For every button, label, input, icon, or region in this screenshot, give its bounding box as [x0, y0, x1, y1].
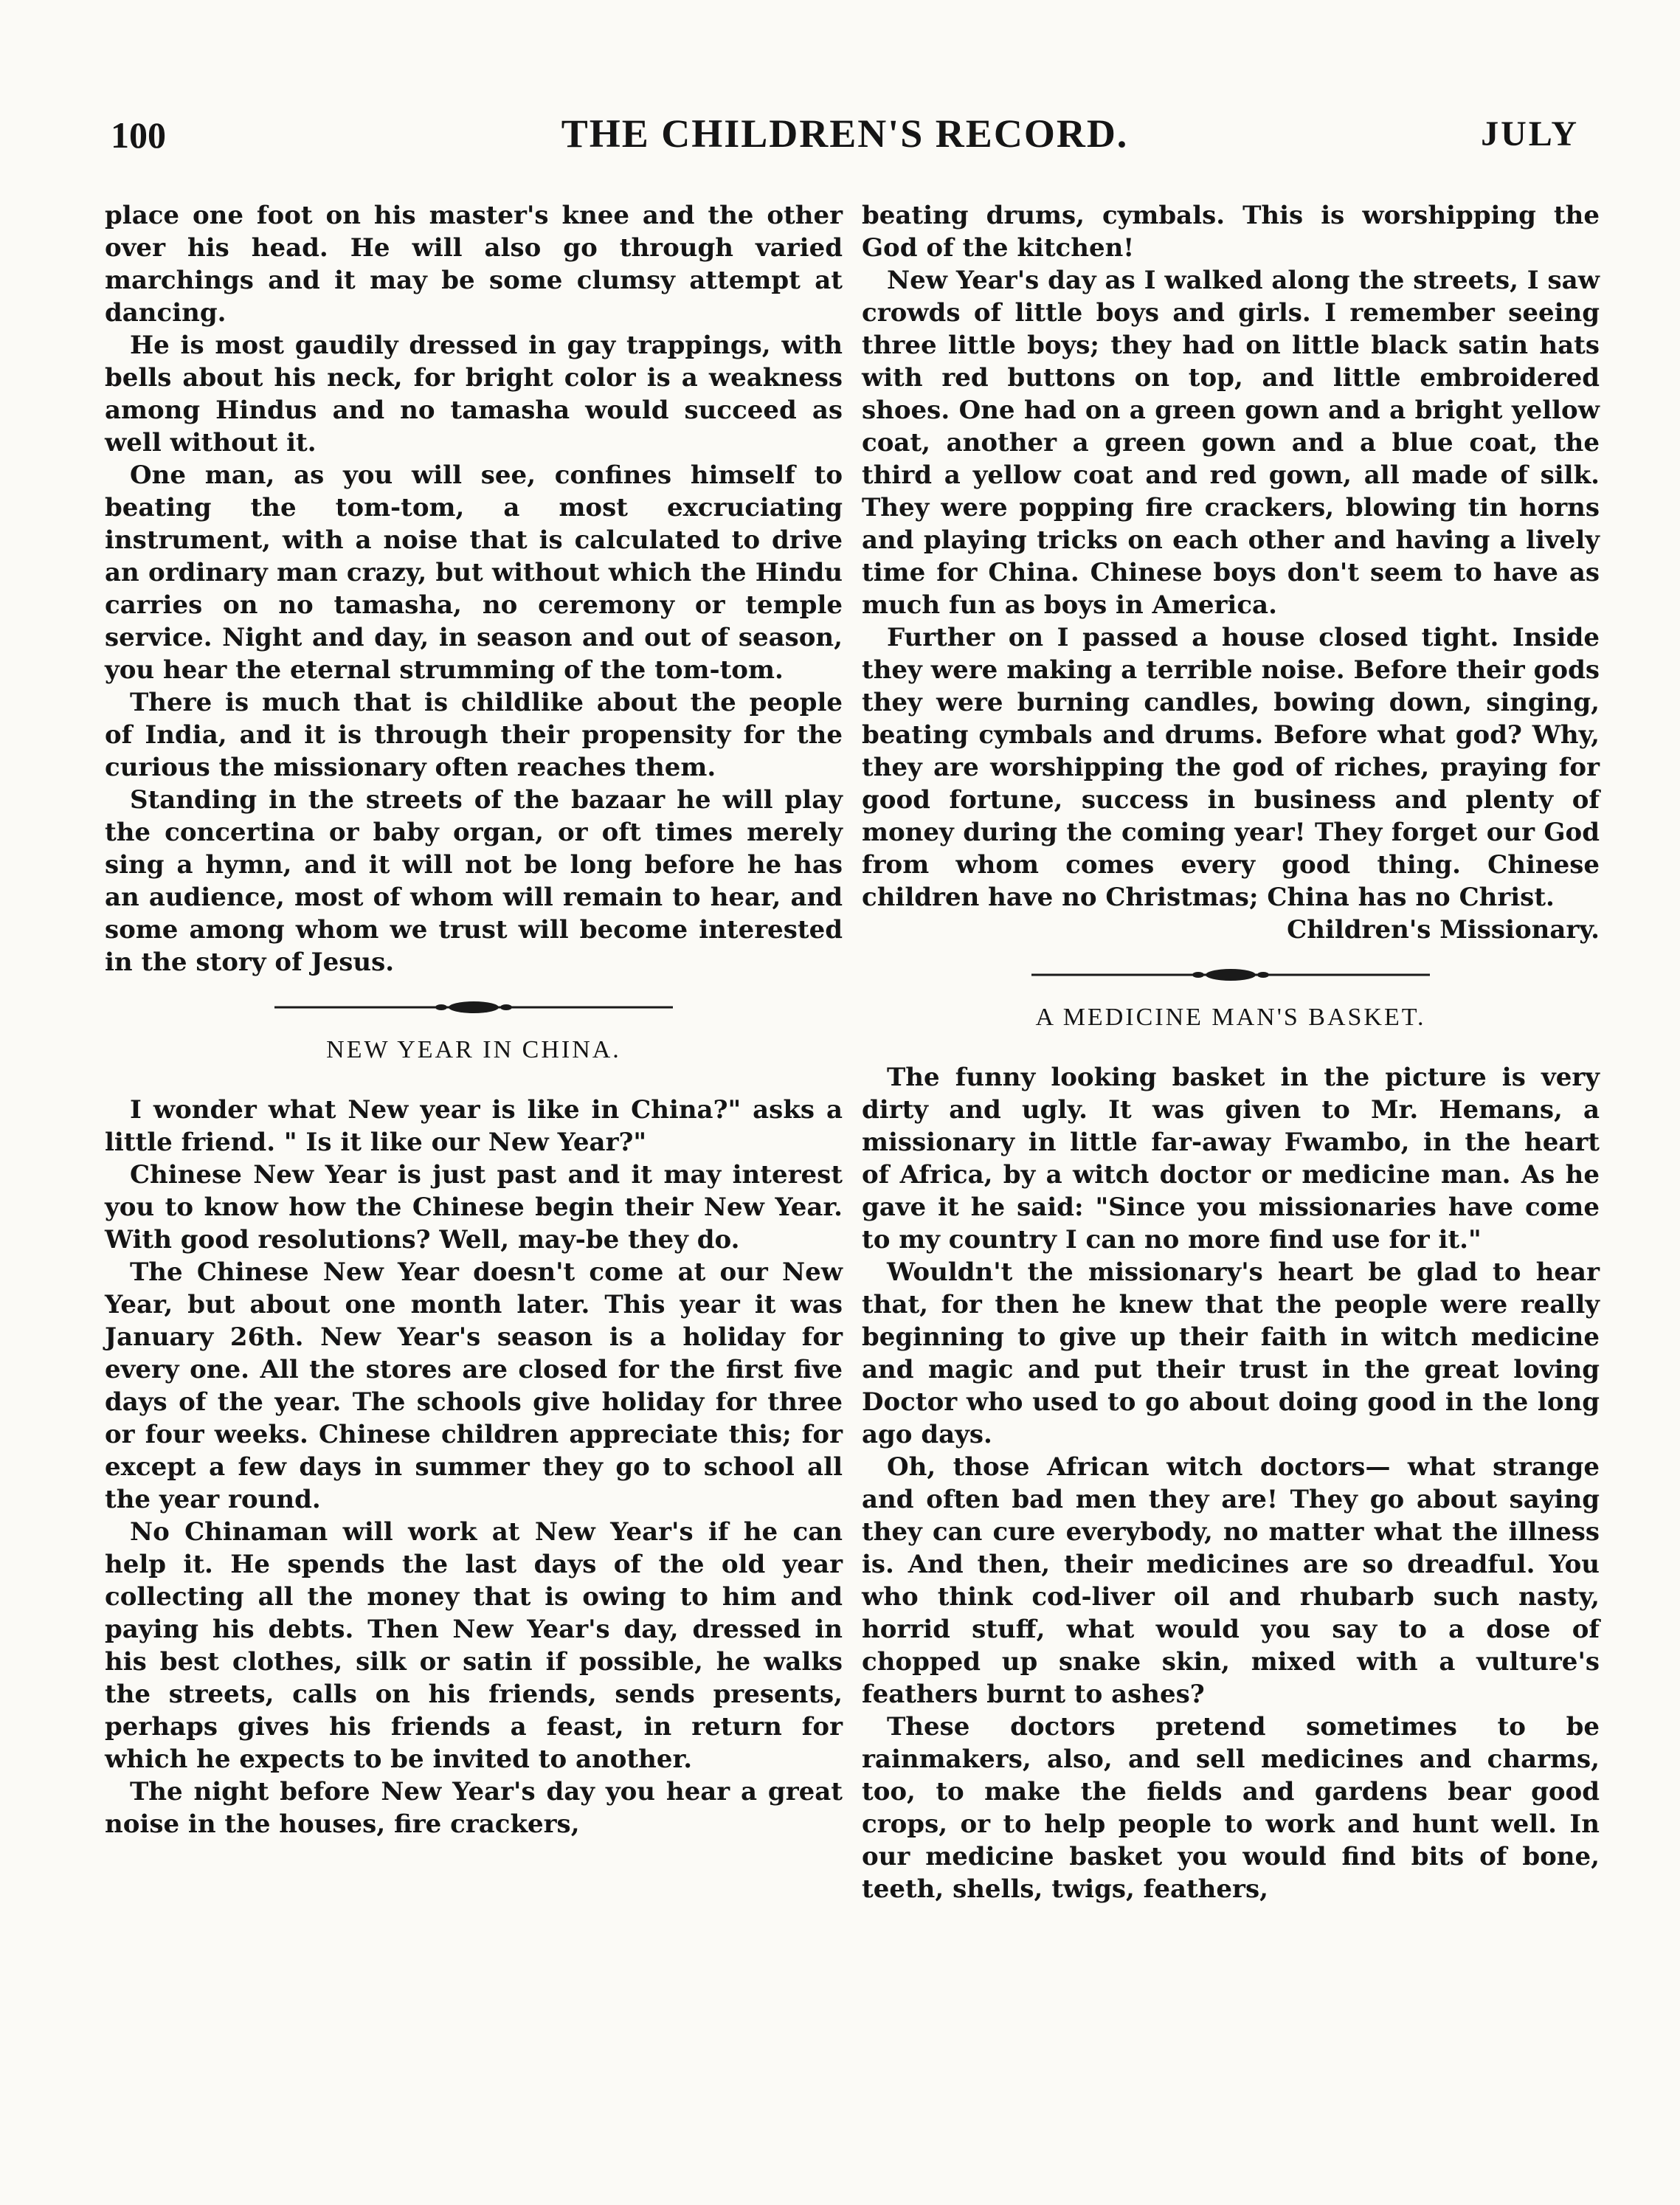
left-column: [105, 199, 843, 1840]
ornament-rule-icon: [1031, 967, 1430, 982]
paragraph: The Chinese New Year doesn't come at our New Year, but about one month later. This year it was January 26th. New Year's season is a holiday for every one. All the stores are closed for the first five days of the year. The schools give holiday for three or four weeks. Chinese children appreciate this; for except a few days in summer they go to school all the year round.: [105, 1257, 843, 1514]
section-divider: [862, 946, 1600, 1004]
paragraph: beating drums, cymbals. This is worshipping the God of the kitchen!: [862, 201, 1600, 263]
paragraph: No Chinaman will work at New Year's if he can help it. He spends the last days of the old year collecting all the money that is owing to him and paying his debts. Then New Year's day, dressed in his best clothes, silk or satin if possible, he walks the streets, calls on his friends, sends presents, perhaps gives his friends a feast, in return for which he expects to be invited to another.: [105, 1517, 843, 1774]
article-heading-new-year: NEW YEAR IN CHINA.: [326, 1036, 621, 1063]
paragraph: Further on I passed a house closed tight. Inside they were making a terrible noise. Before their gods they were burning candles, bowing down, singing, beating cymbals and drums. Before what god? Why, they are worshipping the god of riches, praying for good fortune, success in business and plenty of money during the coming year! They forget our God from whom comes every good thing. Chinese children have no Christmas; China has no Christ.: [862, 623, 1600, 912]
section-divider: [105, 979, 843, 1036]
article-heading-medicine: A MEDICINE MAN'S BASKET.: [1035, 1004, 1426, 1031]
paragraph: Wouldn't the missionary's heart be glad to hear that, for then he knew that the people were really beginning to give up their faith in witch medicine and magic and put their trust in the great loving Doctor who used to go about doing good in the long ago days.: [862, 1257, 1600, 1449]
paragraph: place one foot on his master's knee and the other over his head. He will also go through varied marchings and it may be some clumsy attempt at dancing.: [105, 201, 843, 328]
paragraph: I wonder what New year is like in China?" asks a little friend. " Is it like our New Year?": [105, 1095, 843, 1157]
paragraph: Standing in the streets of the bazaar he will play the concertina or baby organ, or oft times merely sing a hymn, and it will not be long before he has an audience, most of whom will remain to hear, and some among whom we trust will become interested in the story of Jesus.: [105, 785, 843, 977]
paragraph: Oh, those African witch doctors— what strange and often bad men they are! They go about saying they can cure everybody, no matter what the illness is. And then, their medicines are so dreadful. You who think cod-liver oil and rhubarb such nasty, horrid stuff, what would you say to a dose of chopped up snake skin, mixed with a vulture's feathers burnt to ashes?: [862, 1452, 1600, 1709]
right-column: [862, 199, 1600, 1905]
issue-month: JULY: [1481, 114, 1579, 153]
paragraph: The funny looking basket in the picture is very dirty and ugly. It was given to Mr. Hemans, a missionary in little far-away Fwambo, in the heart of Africa, by a witch doctor or medicine man. As he gave it he said: "Since you missionaries have come to my country I can no more find use for it.": [862, 1063, 1600, 1255]
paragraph: New Year's day as I walked along the streets, I saw crowds of little boys and girls. I remember seeing three little boys; they had on little black satin hats with red buttons on top, and little embroidered shoes. One had on a green gown and a bright yellow coat, another a green gown and a blue coat, the third a yellow coat and red gown, all made of silk. They were popping fire crackers, blowing tin horns and playing tricks on each other and having a lively time for China. Chinese boys don't seem to have as much fun as boys in America.: [862, 266, 1600, 620]
paragraph: These doctors pretend sometimes to be rainmakers, also, and sell medicines and charms, too, to make the fields and gardens bear good crops, or to help people to work and hunt well. In our medicine basket you would find bits of bone, teeth, shells, twigs, feathers,: [862, 1712, 1600, 1904]
article-credit: Children's Missionary.: [1287, 915, 1600, 945]
page-number: 100: [111, 114, 166, 156]
paragraph: There is much that is childlike about the people of India, and it is through their propensity for the curious the missionary often reaches them.: [105, 688, 843, 782]
paragraph: He is most gaudily dressed in gay trappings, with bells about his neck, for bright color is a weakness among Hindus and no tamasha would succeed as well without it.: [105, 331, 843, 458]
page-header: [111, 111, 1579, 162]
paragraph: The night before New Year's day you hear a great noise in the houses, fire crackers,: [105, 1777, 843, 1839]
publication-title: THE CHILDREN'S RECORD.: [561, 111, 1129, 156]
paragraph: Chinese New Year is just past and it may interest you to know how the Chinese begin their New Year. With good resolutions? Well, may-be they do.: [105, 1160, 843, 1255]
ornament-rule-icon: [274, 1000, 673, 1015]
paragraph: One man, as you will see, confines himself to beating the tom-tom, a most excruciating instrument, with a noise that is calculated to drive an ordinary man crazy, but without which the Hindu carries on no tamasha, no ceremony or temple service. Night and day, in season and out of season, you hear the eternal strumming of the tom-tom.: [105, 460, 843, 685]
